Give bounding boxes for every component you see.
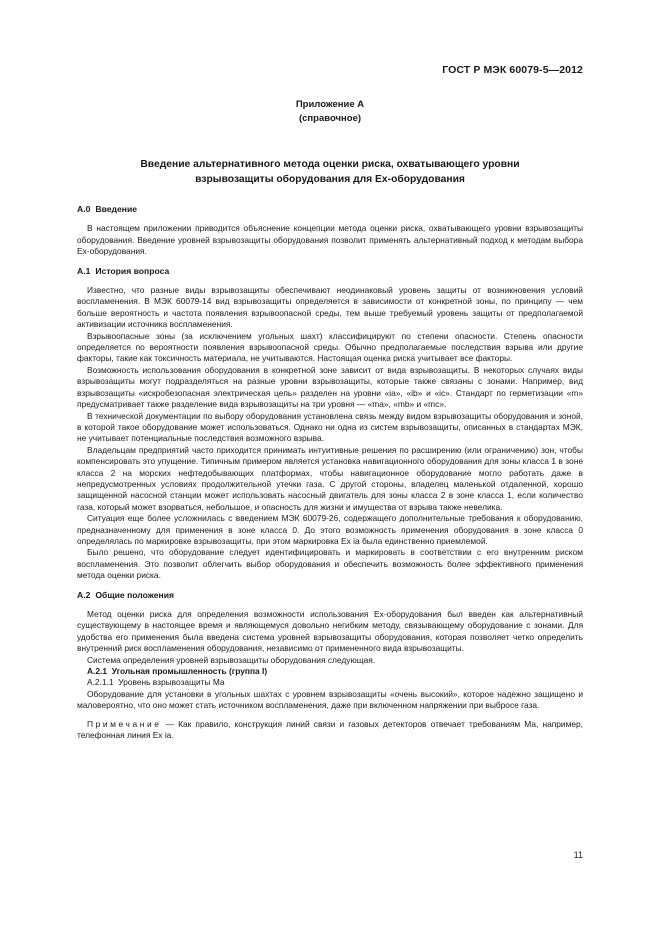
paragraph: Ситуация еще более усложнилась с введением МЭК 60079-26, содержащего дополнительные требования к оборудованию, предназначенному для применения в зоне класса 0. До этого возможность применения оборудования в зоне класса 0 определялась по маркировке взрывозащиты, при этом маркировка Ex ia была единственно приемлемой. [77,513,583,546]
section-number: А.1 [77,265,91,276]
subsubsection-title: Уровень взрывозащиты Ма [118,677,225,688]
document-body [77,204,583,741]
paragraph: Система определения уровней взрывозащиты оборудования следующая. [87,654,376,665]
annex-heading [77,98,583,125]
note-text: — Как правило, конструкция линий связи и газовых детекторов отвечает требованиям Ма, например, телефонная линия Ex ia. [77,718,583,741]
section-number: А.0 [77,204,91,214]
section-title: Введение [95,204,138,214]
standard-designation: ГОСТ Р МЭК 60079-5—2012 [442,64,583,76]
section-title: Общие положения [95,589,175,600]
subsubsection-number: А.2.1.1 [87,677,114,688]
paragraph: Известно, что разные виды взрывозащиты обеспечивают неодинаковый уровень защиты от возникновения условий воспламенения. В МЭК 60079-14 вид взрывозащиты определяется в зависимости от конкретной зоны, по принципу — чем больше вероятность и частота появления взрывоопасной среды, тем выше требуемый уровень защиты от предполагаемой активизации источника воспламенения. [77,285,583,330]
paragraph: Метод оценки риска для определения возможности использования Ex-оборудования был введен как альтернативный существующему в настоящее время и являющемуся довольно негибким методу, связывающему оборудование с зонами. Для удобства его применения была введена система уровней взрывозащиты оборудования, которая позволяет четко определить внутренний риск воспламенения оборудования, независимо от примененного вида взрывозащиты. [77,609,583,654]
paragraph: Возможность использования оборудования в конкретной зоне зависит от вида взрывозащиты. В некоторых случаях виды взрывозащиты могут подразделяться на разные уровни взрывозащиты, которые также связаны с зонами. Например, вид взрывозащиты «искробезопасная электрическая цепь» разделен на уровни «ia», «ib» и «ic». Стандарт по герметизации «m» предусматривает также разделение вида взрывозащиты на три уровня — «ma», «mb» и «mc». [77,364,583,410]
section-heading-a2 [77,590,583,601]
subsection-number: А.2.1 [87,666,108,677]
subsection-heading [87,666,583,677]
paragraph: Владельцам предприятий часто приходится принимать интуитивные решения по расширению (или ограничению) зон, чтобы компенсировать это упущение. Типичным примером является установка навигационного оборудования для зоны класса 1 в зоне класса 2 на морских нефтедобывающих платформах, чтобы навигационное оборудование могло работать даже в непредусмотренных условиях продолжительной утечки газа. С другой стороны, владелец маленькой отдаленной, хорошо защищенной насосной станции может использовать насосный двигатель для зоны класса 2 в зоне класса 1, если количество газа, который может взорваться, небольшое, и опасность для жизни и имущества от взрыва также невелика. [77,444,583,512]
paragraph: Было решено, что оборудование следует идентифицировать и маркировать в соответствии с его внутренним риском воспламенения. Это позволит облегчить выбор оборудования и обеспечить возможность более эффективного применения метода оценки риска. [77,547,583,581]
section-heading-a0 [77,204,583,215]
section-title: История вопроса [95,265,170,276]
title-line-1: Введение альтернативного метода оценки риска, охватывающего уровни [140,159,520,170]
paragraph: В настоящем приложении приводится объяснение концепции метода оценки риска, охватывающего уровни взрывозащиты оборудования. Введение уровней взрывозащиты оборудования позволит применять альтернативный подход к методам выбора Ex-оборудования. [77,223,583,257]
page-number: 11 [573,850,583,860]
annex-type: (справочное) [298,112,362,124]
note-label: Примечание [87,718,162,729]
subsection-title: Угольная промышленность (группа I) [111,666,268,677]
title-line-2: взрывозащиты оборудования для Ex-оборудования [195,174,465,185]
paragraph: Оборудование для установки в угольных шахтах с уровнем взрывозащиты «очень высокий», которое надежно защищено и маловероятно, что оно может стать источником воспламенения, даже при включенном напряжении при выбросе газа. [77,688,583,711]
paragraph: В технической документации по выбору оборудования установлена связь между видом взрывозащиты оборудования и зоной, в которой такое оборудование может использоваться. Однако ни одна из систем взрывозащиты, описанных в стандартах МЭК, не учитывает потенциальные последствия возможного взрыва. [77,410,583,444]
annex-label: Приложение А [295,99,365,110]
subsubsection-heading [87,677,583,688]
note [77,719,583,742]
section-heading-a1 [77,266,583,277]
document-page [77,0,583,936]
document-title [97,157,563,187]
section-number: А.2 [77,589,91,600]
paragraph: Взрывоопасные зоны (за исключением угольных шахт) классифицируют по степени опасности. Степень опасности определяется по вероятности появления взрывоопасной среды. Обычно предполагаемые последствия взрыва или другие факторы, такие как токсичность материала, не учитываются. Настоящая оценка риска учитывает все факторы. [77,330,583,364]
